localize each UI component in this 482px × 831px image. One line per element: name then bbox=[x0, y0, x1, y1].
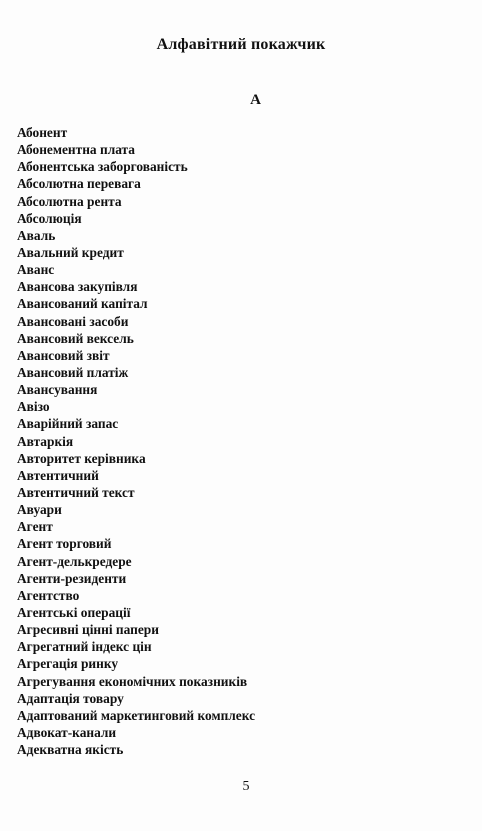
index-entry: Агрегація ринку bbox=[17, 656, 119, 672]
index-entry: Абсолютна рента bbox=[17, 193, 122, 209]
section-letter: А bbox=[250, 92, 261, 108]
index-entry: Адвокат-канали bbox=[17, 724, 117, 740]
index-entry: Авансовий платіж bbox=[17, 364, 129, 380]
index-entry: Агент bbox=[17, 519, 53, 535]
index-entry: Авальний кредит bbox=[17, 244, 124, 260]
index-entry: Авансова закупівля bbox=[17, 279, 138, 295]
index-entry: Агресивні цінні папери bbox=[17, 622, 159, 638]
page-title: Алфавітний покажчик bbox=[156, 36, 326, 53]
index-entry: Автаркія bbox=[17, 433, 74, 449]
index-entry: Аварійний запас bbox=[17, 416, 119, 432]
index-entry: Авторитет керівника bbox=[17, 450, 146, 466]
index-entry-list bbox=[17, 124, 255, 758]
index-entry: Агент-делькредере bbox=[17, 553, 132, 569]
index-entry: Абсолюція bbox=[17, 210, 82, 226]
index-entry: Абонементна плата bbox=[17, 142, 135, 158]
index-entry: Авансовий звіт bbox=[17, 347, 110, 363]
index-entry: Агрегування економічних показників bbox=[17, 673, 248, 689]
index-entry: Агентські операції bbox=[17, 604, 131, 620]
index-entry: Аванс bbox=[17, 262, 55, 278]
index-entry: Авізо bbox=[17, 399, 50, 415]
index-entry: Авуари bbox=[17, 502, 62, 518]
index-entry: Аваль bbox=[17, 227, 56, 243]
index-entry: Адаптація товару bbox=[17, 690, 124, 706]
index-entry: Автентичний bbox=[17, 467, 99, 483]
index-entry: Абсолютна перевага bbox=[17, 176, 141, 192]
index-entry: Авансований капітал bbox=[17, 296, 148, 312]
index-entry: Адекватна якість bbox=[17, 742, 124, 758]
index-entry: Адаптований маркетинговий комплекс bbox=[17, 707, 256, 723]
page-number: 5 bbox=[242, 779, 250, 794]
index-entry: Автентичний текст bbox=[17, 484, 135, 500]
index-entry: Агенти-резиденти bbox=[17, 570, 127, 586]
index-entry: Агрегатний індекс цін bbox=[17, 639, 152, 655]
index-entry: Авансовий вексель bbox=[17, 330, 134, 346]
index-entry: Авансовані засоби bbox=[17, 313, 129, 329]
index-entry: Авансування bbox=[17, 382, 98, 398]
index-entry: Агент торговий bbox=[17, 536, 112, 552]
index-entry: Абонентська заборгованість bbox=[17, 159, 188, 175]
index-entry: Абонент bbox=[17, 125, 68, 140]
index-entry: Агентство bbox=[17, 587, 80, 603]
